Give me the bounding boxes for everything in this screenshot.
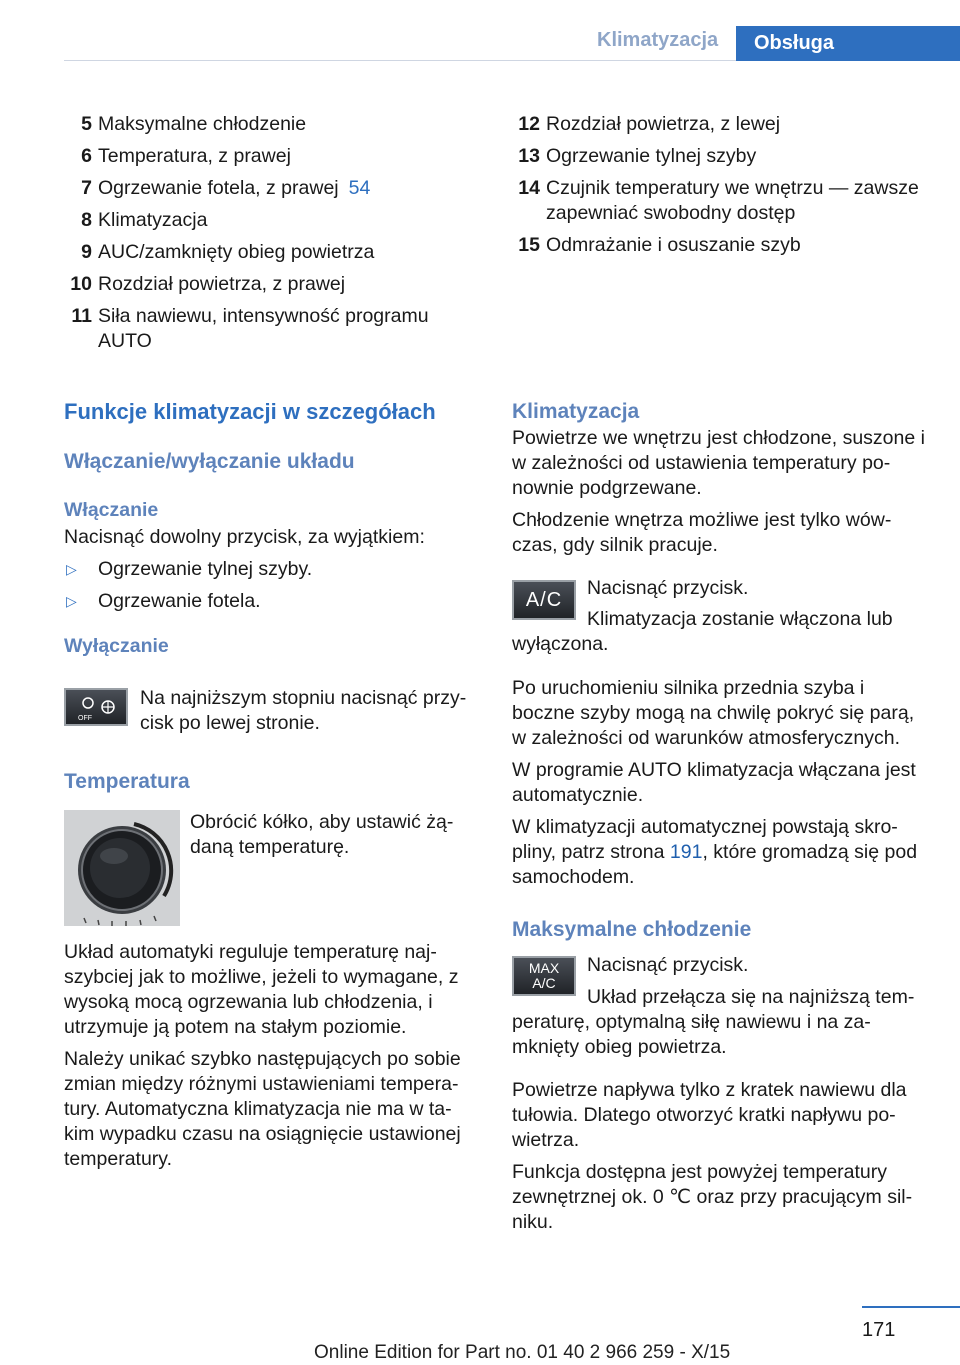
- header-section: Klimatyzacja: [597, 29, 719, 51]
- legend-list-left: [64, 112, 464, 361]
- legend-number: 6: [81, 145, 92, 167]
- legend-item: [64, 208, 464, 233]
- legend-item: [64, 272, 464, 297]
- legend-number: 8: [81, 209, 92, 231]
- max-result: Układ przełącza się na najniższą tem-peraturę, optymalną siłę nawiewu i na za-mknięty obieg powietrza.: [512, 986, 915, 1058]
- off-text: Na najniższym stopniu nacisnąć przy-cisk po lewej stronie.: [140, 687, 467, 734]
- header-tab: [736, 26, 960, 61]
- legend-number: 12: [518, 113, 540, 135]
- legend-text: Rozdział powietrza, z prawej: [98, 273, 346, 295]
- on-text: Nacisnąć dowolny przycisk, za wyjątkiem:: [64, 526, 425, 548]
- legend-text: Klimatyzacja: [98, 209, 208, 231]
- legend-text: AUC/zamknięty obieg powietrza: [98, 241, 375, 263]
- page-number: 171: [862, 1319, 896, 1341]
- list-item: ▷ Ogrzewanie fotela.: [64, 589, 476, 614]
- legend-item: [64, 176, 464, 201]
- right-column-ac-more: [512, 676, 930, 897]
- temp-paragraph-2: Należy unikać szybko następujących po sobie zmian między różnymi ustawieniami tempera-tury. Automatyczna klimatyzacja nie ma w ta-kim wypadku czasu na osiągnięcie ustawionej temperatury.: [64, 1048, 461, 1170]
- ac-paragraph-4: W programie AUTO klimatyzacja włączana jest automatycznie.: [512, 759, 916, 806]
- temp-paragraph-1: Układ automatyki reguluje temperaturę naj-szybciej jak to możliwe, jeżeli to wymagane, z wysoką mocą ogrzewania lub chłodzenia, i utrzymuje ją potem na stałym poziomie.: [64, 941, 459, 1038]
- ac-paragraph-3: Po uruchomieniu silnika przednia szyba i boczne szyby mogą na chwilę pokryć się parą, w zależności od warunków atmosferycznych.: [512, 677, 915, 749]
- legend-number: 11: [71, 305, 92, 327]
- temperature-knob-image: [64, 810, 180, 926]
- max-button-label-2: A/C: [532, 975, 556, 991]
- on-exceptions-list: [64, 557, 476, 614]
- legend-number: 15: [518, 234, 540, 256]
- legend-text: Maksymalne chłodzenie: [98, 113, 307, 135]
- legend-number: 9: [81, 241, 92, 263]
- footer-rule: [862, 1306, 960, 1308]
- right-column-max-more: [512, 1078, 930, 1242]
- heading-temperature: Temperatura: [64, 770, 190, 793]
- legend-item: [512, 176, 932, 226]
- legend-number: 5: [81, 113, 92, 135]
- legend-item: [64, 240, 464, 265]
- ac-paragraph-5: W klimatyzacji automatycznej powstają skro-pliny, patrz strona 191, które gromadzą się pod samochodem.: [512, 816, 918, 888]
- temperature-paragraphs: [64, 940, 476, 1179]
- list-item: ▷ Ogrzewanie tylnej szyby.: [64, 557, 476, 582]
- max-paragraph-2: Funkcja dostępna jest powyżej temperatury zewnętrznej ok. 0 ℃ oraz przy pracującym sil-niku.: [512, 1161, 913, 1233]
- max-press: Nacisnąć przycisk.: [587, 954, 749, 976]
- legend-text: Odmrażanie i osuszanie szyb: [546, 234, 801, 256]
- page-ref-link[interactable]: 191: [669, 841, 703, 863]
- legend-number: 10: [70, 273, 92, 295]
- legend-item: [512, 144, 932, 169]
- heading-on: Włączanie: [64, 499, 159, 521]
- legend-text: Ogrzewanie tylnej szyby: [546, 145, 757, 167]
- temperature-knob-icon: [64, 810, 180, 926]
- legend-item: [64, 144, 464, 169]
- ac-result: Klimatyzacja zostanie włączona lub wyłączona.: [512, 608, 893, 655]
- legend-item: [64, 304, 464, 354]
- temperature-text: Obrócić kółko, aby ustawić żą-daną temperaturę.: [190, 811, 454, 858]
- ac-paragraph-1: Powietrze we wnętrzu jest chłodzone, suszone i w zależności od ustawienia temperatury po-nownie podgrzewane.: [512, 427, 925, 499]
- legend-text: Siła nawiewu, intensywność programu AUTO: [98, 305, 429, 352]
- svg-text:OFF: OFF: [78, 715, 92, 722]
- fan-off-icon: [66, 690, 126, 724]
- edition-note: Online Edition for Part no. 01 40 2 966 259 - X/15: [314, 1342, 731, 1363]
- right-column-ac: [512, 398, 930, 565]
- off-button-image: [64, 688, 128, 726]
- legend-list-right: [512, 112, 932, 265]
- legend-item: [512, 233, 932, 258]
- legend-number: 13: [518, 145, 540, 167]
- heading-onoff: Włączanie/wyłączanie układu: [64, 450, 355, 473]
- heading-ac: Klimatyzacja: [512, 400, 640, 423]
- legend-text: Temperatura, z prawej: [98, 145, 291, 167]
- max-button-label-1: MAX: [528, 960, 560, 976]
- header-tab-label: Obsługa: [754, 32, 835, 54]
- max-paragraph-1: Powietrze napływa tylko z kratek nawiewu dla tułowia. Dlatego otworzyć kratki napływu po-wietrza.: [512, 1079, 907, 1151]
- legend-item: [512, 112, 932, 137]
- legend-number: 7: [81, 177, 92, 199]
- legend-text: Rozdział powietrza, z lewej: [546, 113, 781, 135]
- ac-paragraph-2: Chłodzenie wnętrza możliwe jest tylko wów-czas, gdy silnik pracuje.: [512, 509, 892, 556]
- left-column: [64, 398, 476, 659]
- ac-button-label: A/C: [525, 588, 563, 611]
- heading-max-cooling: Maksymalne chłodzenie: [512, 918, 752, 941]
- page-ref-link[interactable]: 54: [348, 177, 371, 199]
- ac-press: Nacisnąć przycisk.: [587, 577, 749, 599]
- legend-item: [64, 112, 464, 137]
- legend-text: Czujnik temperatury we wnętrzu — zawsze zapewniać swobodny dostęp: [546, 177, 919, 224]
- heading-functions: Funkcje klimatyzacji w szczegółach: [64, 399, 436, 424]
- heading-off: Wyłączanie: [64, 635, 169, 657]
- legend-text: Ogrzewanie fotela, z prawej: [98, 177, 339, 199]
- legend-number: 14: [518, 177, 540, 199]
